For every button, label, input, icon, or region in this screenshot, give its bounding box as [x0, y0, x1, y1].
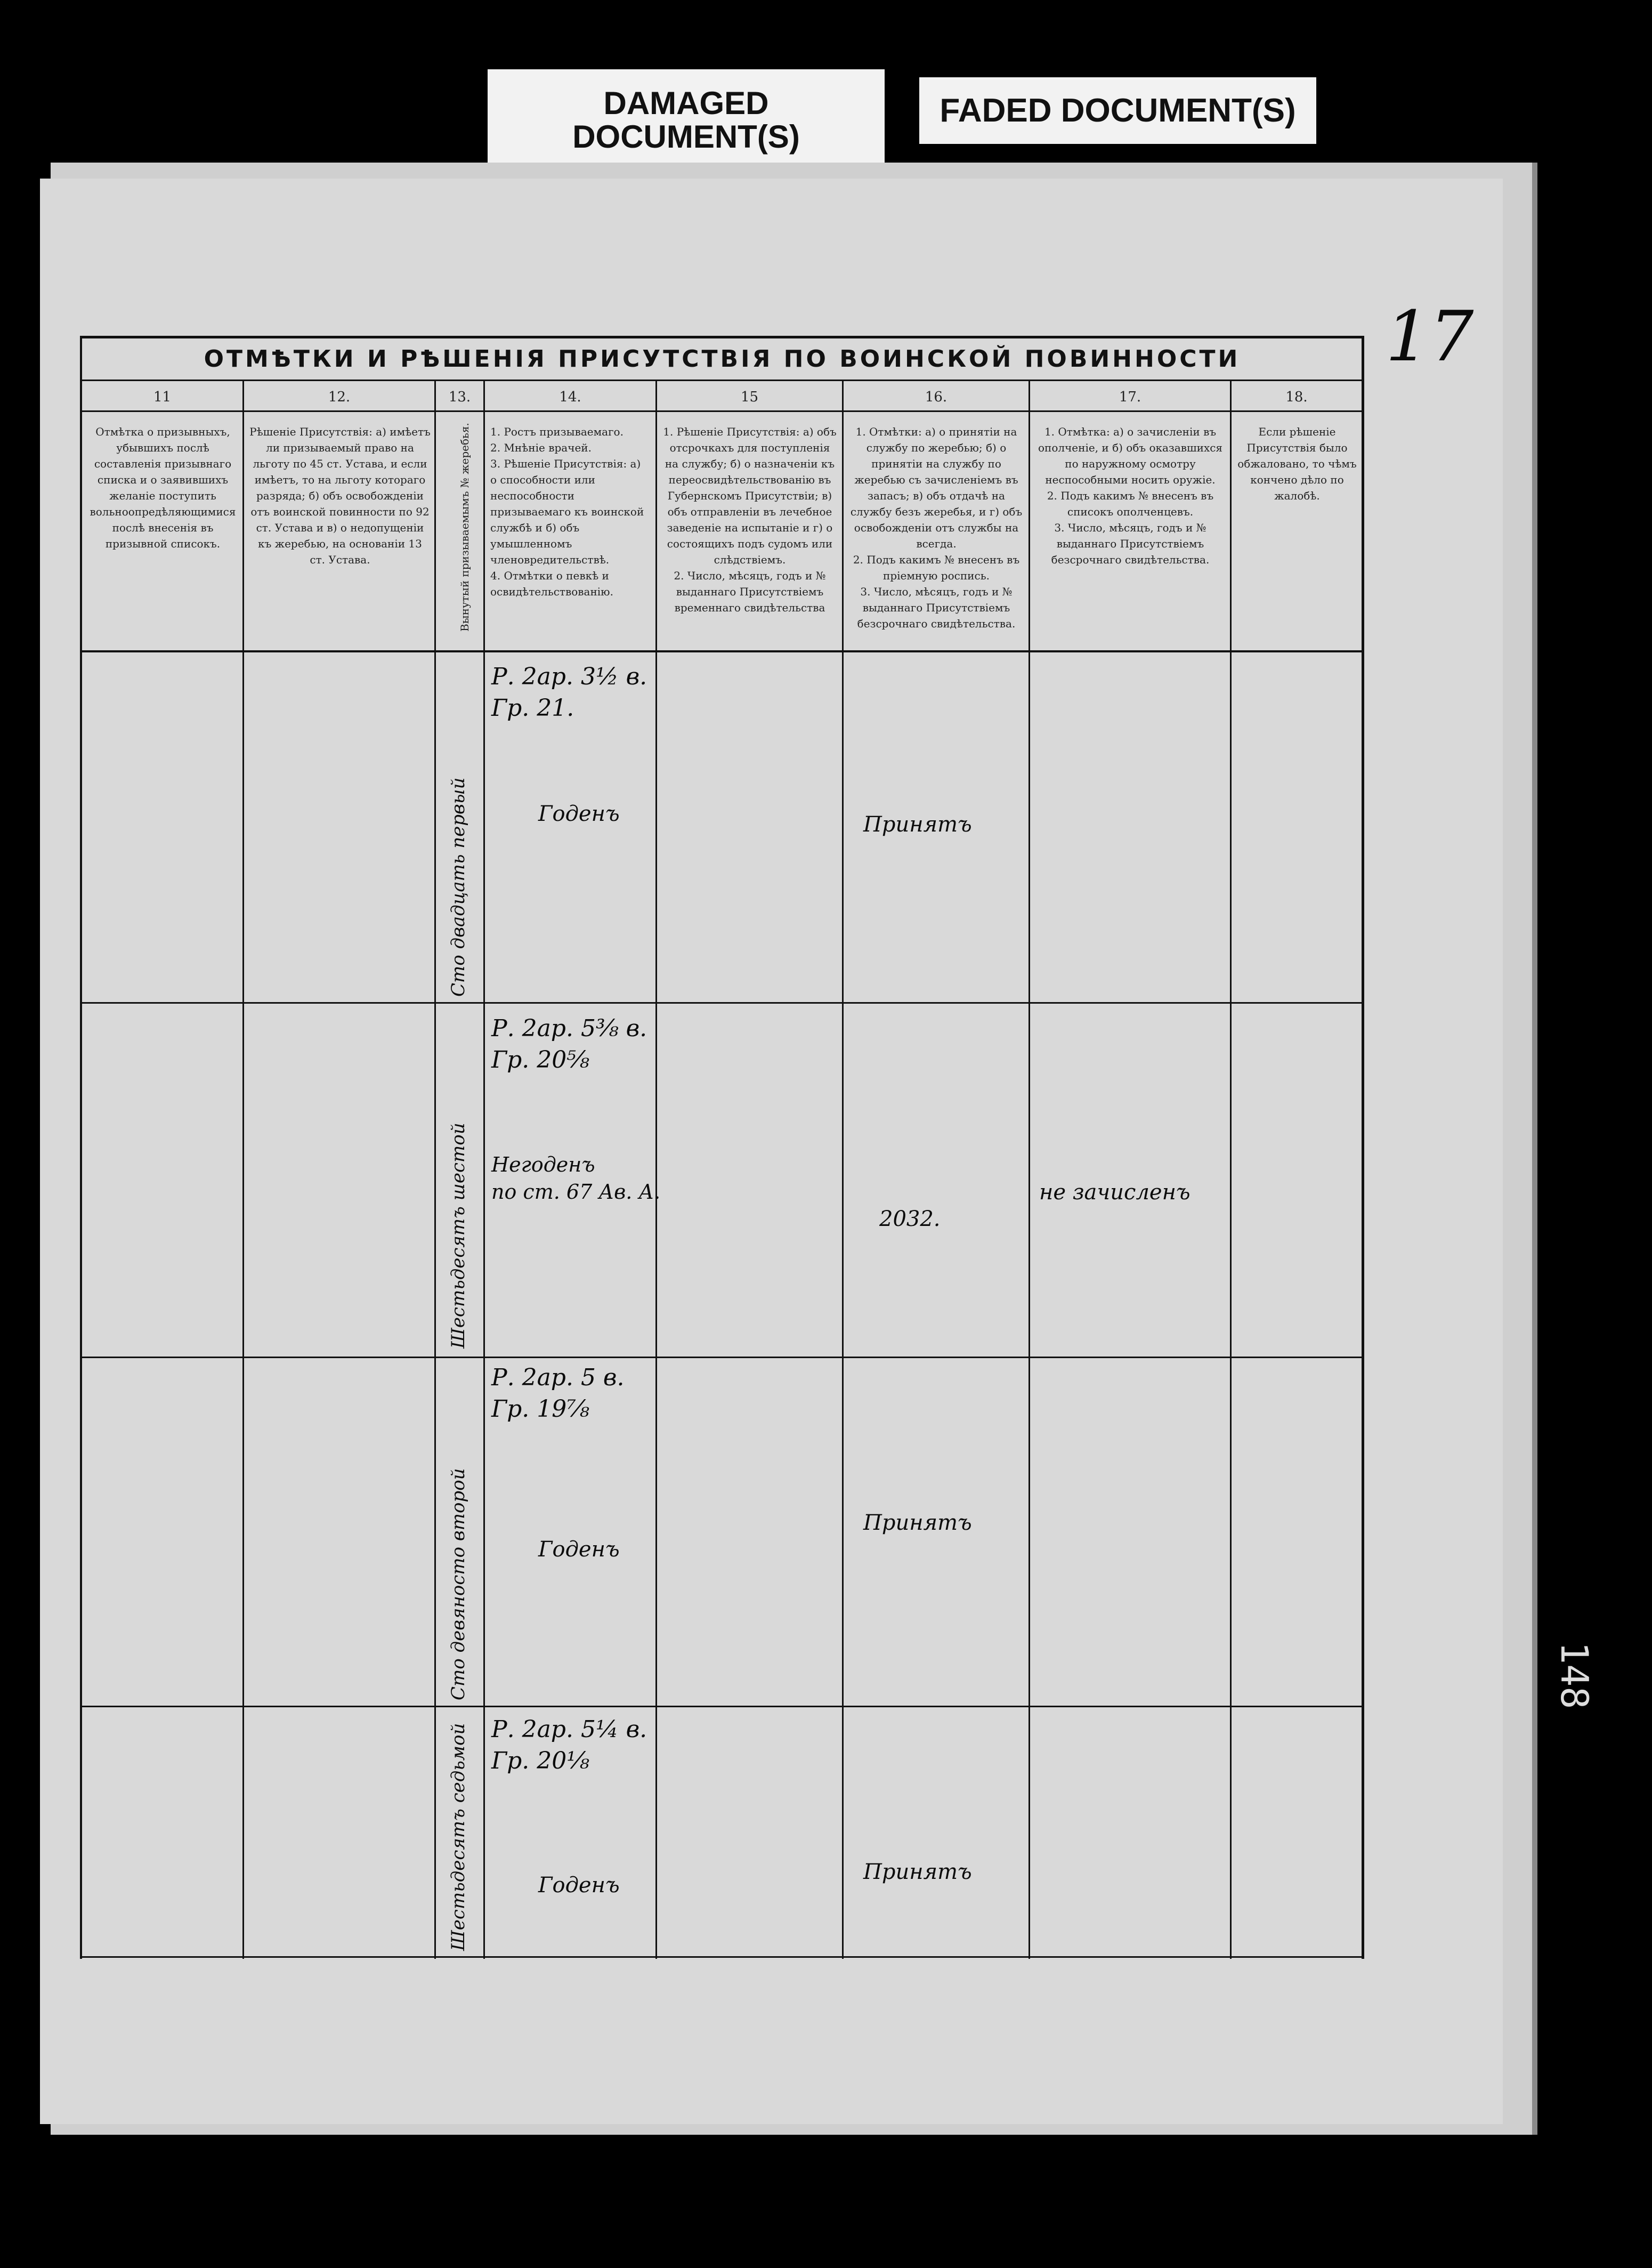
row-2-lot-number: Шестьдесятъ шестой [448, 1123, 469, 1349]
column-header-17: 1. Отмѣтка: а) о зачисленіи въ ополченіе, и б) объ оказавшихся по наружному осмотру неспособными носить оружіе. 2. Подъ какимъ № внесенъ въ списокъ ополченцевъ. 3. Число, мѣсяцъ, годъ и № выданнаго Присутствіемъ безсрочнаго свидѣтельства. [1038, 425, 1223, 566]
column-header-14: 1. Ростъ призываемаго. 2. Мнѣніе врачей. 3. Рѣшеніе Присутствія: а) о способности или неспособности призываемаго къ воинской службѣ и б) объ умышленномъ членовредительствѣ. 4. Отмѣтки о певкѣ и освидѣтельствованію. [490, 425, 644, 598]
column-header-11: Отмѣтка о призывныхъ, убывшихъ послѣ составленія призывнаго списка и о заявившихъ желаніе поступить вольноопредѣляющимися послѣ внесенія въ призывной списокъ. [90, 425, 236, 550]
row-4-measurements: Р. 2ар. 5¼ в. Гр. 20⅛ [491, 1716, 647, 1775]
row-2-measurements: Р. 2ар. 5⅜ в. Гр. 20⅝ [491, 1015, 647, 1074]
form-title: ОТМѢТКИ И РѢШЕНІЯ ПРИСУТСТВІЯ ПО ВОИНСКОЙ ПОВИННОСТИ [204, 345, 1241, 373]
column-number-11: 11 [153, 389, 172, 405]
row-4-verdict: Годенъ [538, 1873, 620, 1898]
row-2-col16-mark: 2032. [879, 1207, 941, 1231]
row-2-col17-mark: не зачисленъ [1039, 1180, 1191, 1205]
row-1-verdict: Годенъ [538, 802, 620, 826]
damaged-document-tag: DAMAGED DOCUMENT(S) [488, 69, 885, 171]
row-3-lot-number: Сто девяносто второй [448, 1468, 469, 1700]
faded-document-tag: FADED DOCUMENT(S) [919, 77, 1316, 144]
column-header-12: Рѣшеніе Присутствія: а) имѣетъ ли призываемый право на льготу по 45 ст. Устава, и если имѣетъ, то на льготу котораго разряда; б) объ освобожденіи отъ воинской повинности по 92 ст. Устава и в) о недопущеніи къ жеребью, на основаніи 13 ст. Устава. [249, 425, 431, 566]
row-3-verdict: Годенъ [538, 1537, 620, 1562]
column-number-13: 13. [448, 389, 471, 405]
row-1-col16-mark: Принятъ [863, 812, 972, 837]
column-header-13: Вынутый призываемымъ № жеребья. [458, 423, 471, 632]
column-number-16: 16. [925, 389, 948, 405]
column-header-15: 1. Рѣшеніе Присутствія: а) объ отсрочкахъ для поступленія на службу; б) о назначеніи къ переосвидѣтельствованію въ Губернскомъ Присутствіи; в) объ отправленіи въ лечебное заведеніе на испытаніе и г) о состоящихъ подъ судомъ или слѣдствіемъ. 2. Число, мѣсяцъ, годъ и № выданнаго Присутствіемъ временнаго свидѣтельства [663, 425, 837, 614]
row-2-verdict: Негоденъ по ст. 67 Ав. А. [491, 1153, 661, 1204]
column-number-14: 14. [559, 389, 581, 405]
column-number-12: 12. [328, 389, 351, 405]
column-number-17: 17. [1119, 389, 1141, 405]
column-header-18: Если рѣшеніе Присутствія было обжаловано, то чѣмъ кончено дѣло по жалобѣ. [1237, 425, 1357, 502]
page-number: 17 [1386, 296, 1474, 377]
side-stamp: 148 [1552, 1642, 1596, 1709]
row-1-lot-number: Сто двадцать первый [448, 777, 469, 997]
register-table [80, 336, 1364, 1959]
column-header-16: 1. Отмѣтки: а) о принятіи на службу по жеребью; б) о принятіи на службу по жеребью съ зачисленіемъ въ запасъ; в) объ отдачѣ на службу безъ жеребья, и г) объ освобожденіи отъ службы на всегда. 2. Подъ какимъ № внесенъ въ пріемную роспись. 3. Число, мѣсяцъ, годъ и № выданнаго Присутствіемъ безсрочнаго свидѣтельства. [850, 425, 1023, 630]
row-4-lot-number: Шестьдесятъ седьмой [448, 1723, 469, 1951]
row-3-col16-mark: Принятъ [863, 1511, 972, 1535]
row-4-col16-mark: Принятъ [863, 1860, 972, 1884]
column-number-15: 15 [740, 389, 759, 405]
row-3-measurements: Р. 2ар. 5 в. Гр. 19⅞ [491, 1364, 625, 1423]
row-1-measurements: Р. 2ар. 3½ в. Гр. 21. [491, 663, 647, 722]
column-number-18: 18. [1285, 389, 1308, 405]
